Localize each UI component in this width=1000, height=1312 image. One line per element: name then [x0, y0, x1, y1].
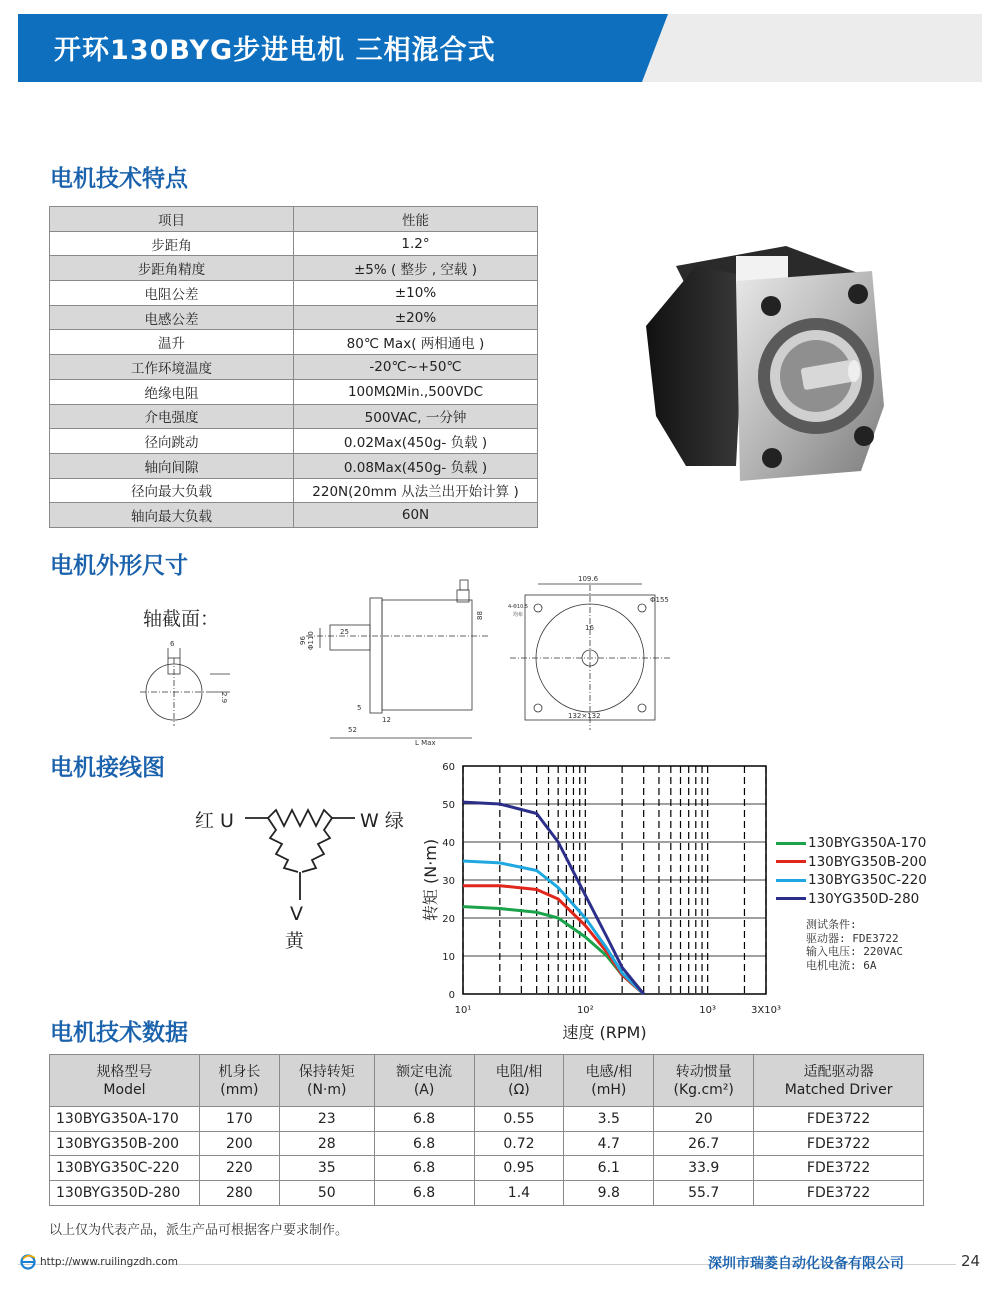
value-cell: 6.1 — [564, 1156, 654, 1181]
chart-legend — [776, 834, 976, 908]
column-header — [564, 1055, 654, 1107]
x-tick-label: 10³ — [699, 1005, 717, 1016]
y-tick-label: 20 — [442, 914, 455, 925]
column-header-line: (Ω) — [508, 1081, 530, 1098]
value-cell: 55.7 — [654, 1181, 754, 1206]
y-tick-label: 30 — [442, 876, 455, 887]
value-cell: 0.72 — [474, 1131, 564, 1156]
shaft-section-label: 轴截面： — [143, 608, 220, 630]
y-tick-label: 50 — [442, 800, 455, 811]
dim-52: 52 — [348, 726, 357, 734]
dim-155: Φ155 — [650, 596, 669, 604]
value-cell: FDE3722 — [754, 1107, 924, 1132]
spec-row — [50, 330, 538, 355]
value-cell: 200 — [199, 1131, 279, 1156]
header-gray-band — [640, 14, 982, 82]
model-cell: 130BYG350C-220 — [50, 1156, 200, 1181]
spec-value: ±5% ( 整步 , 空载 ) — [294, 256, 538, 281]
dim-109-6: 109.6 — [578, 575, 599, 583]
column-header-line: 规格型号 — [96, 1063, 153, 1080]
value-cell: 0.95 — [474, 1156, 564, 1181]
model-cell: 130BYG350D-280 — [50, 1181, 200, 1206]
y-tick-label: 10 — [442, 952, 455, 963]
spec-row — [50, 281, 538, 306]
column-header-line: (A) — [413, 1081, 435, 1098]
browser-icon — [20, 1254, 36, 1270]
value-cell: 1.4 — [474, 1181, 564, 1206]
wire-w-label: W 绿 — [360, 810, 404, 832]
series-line — [463, 907, 644, 994]
dim-132: 132×132 — [568, 712, 601, 720]
dim-88: 88 — [476, 611, 484, 620]
column-header-line: (mm) — [220, 1081, 259, 1098]
spec-value: 500VAC, 一分钟 — [294, 404, 538, 429]
value-cell: FDE3722 — [754, 1156, 924, 1181]
table-row — [50, 1156, 924, 1181]
column-header-line: (mH) — [591, 1081, 627, 1098]
value-cell: 20 — [654, 1107, 754, 1132]
spec-row — [50, 355, 538, 380]
section-title-features: 电机技术特点 — [50, 166, 188, 192]
spec-value: 80℃ Max( 两相通电 ) — [294, 330, 538, 355]
wire-v-color: 黄 — [285, 930, 305, 952]
legend-label: 130BYG350B-200 — [808, 853, 927, 870]
series-line — [463, 886, 644, 994]
column-header-line: 额定电流 — [396, 1063, 453, 1080]
spec-item: 步距角 — [50, 231, 294, 256]
model-cell: 130BYG350B-200 — [50, 1131, 200, 1156]
column-header-line: 电阻/相 — [495, 1063, 543, 1080]
column-header — [374, 1055, 474, 1107]
spec-row — [50, 429, 538, 454]
legend-swatch — [776, 842, 806, 845]
legend-entry — [776, 890, 976, 909]
x-tick-label: 10¹ — [454, 1005, 472, 1016]
test-conditions-line: 输入电压: 220VAC — [806, 945, 903, 958]
page-number: 24 — [961, 1252, 981, 1270]
value-cell: 3.5 — [564, 1107, 654, 1132]
legend-label: 130BYG350C-220 — [808, 872, 927, 889]
value-cell: 6.8 — [374, 1156, 474, 1181]
column-header — [279, 1055, 374, 1107]
dim-25: 25 — [340, 628, 349, 636]
value-cell: 170 — [199, 1107, 279, 1132]
spec-value: -20℃~+50℃ — [294, 355, 538, 380]
section-title-dimensions: 电机外形尺寸 — [50, 553, 188, 579]
dimension-drawing — [130, 570, 680, 750]
spec-item: 步距角精度 — [50, 256, 294, 281]
y-tick-label: 60 — [442, 762, 455, 773]
value-cell: 35 — [279, 1156, 374, 1181]
spec-item: 径向跳动 — [50, 429, 294, 454]
dim-holes: 4-Φ10.5 — [508, 604, 529, 610]
legend-entry — [776, 853, 976, 872]
column-header — [50, 1055, 200, 1107]
spec-value: 100MΩMin.,500VDC — [294, 379, 538, 404]
spec-row — [50, 404, 538, 429]
section-title-wiring: 电机接线图 — [50, 755, 165, 781]
spec-table — [49, 206, 538, 528]
torque-speed-chart — [410, 756, 781, 1046]
page-title: 开环130BYG步进电机 三相混合式 — [54, 35, 496, 66]
legend-entry — [776, 871, 976, 890]
column-header-line: 转动惯量 — [675, 1063, 732, 1080]
value-cell: 6.8 — [374, 1131, 474, 1156]
spec-item: 工作环境温度 — [50, 355, 294, 380]
section-title-data: 电机技术数据 — [50, 1020, 188, 1046]
table-row — [50, 1131, 924, 1156]
y-tick-label: 40 — [442, 838, 455, 849]
dim-110: Φ110 — [307, 631, 315, 650]
legend-label: 130BYG350A-170 — [808, 835, 927, 852]
table-row — [50, 1107, 924, 1132]
spec-item: 径向最大负载 — [50, 478, 294, 503]
value-cell: 9.8 — [564, 1181, 654, 1206]
spec-value: 60N — [294, 503, 538, 528]
spec-row — [50, 379, 538, 404]
test-conditions-line: 驱动器: FDE3722 — [806, 931, 899, 945]
spec-row — [50, 256, 538, 281]
y-axis-label: 转矩 (N·m) — [421, 838, 440, 922]
spec-value: ±10% — [294, 281, 538, 306]
spec-item: 绝缘电阻 — [50, 379, 294, 404]
dim-16: 16 — [585, 624, 594, 632]
header-bar — [18, 14, 982, 82]
value-cell: 26.7 — [654, 1131, 754, 1156]
legend-swatch — [776, 897, 806, 900]
value-cell: 280 — [199, 1181, 279, 1206]
company-name: 深圳市瑞菱自动化设备有限公司 — [708, 1256, 904, 1272]
column-header-line: 机身长 — [218, 1063, 261, 1080]
table-row — [50, 1181, 924, 1206]
column-header-line: (Kg.cm²) — [673, 1081, 734, 1098]
y-tick-label: 0 — [448, 990, 455, 1001]
series-line — [463, 861, 644, 994]
value-cell: 220 — [199, 1156, 279, 1181]
test-conditions — [806, 918, 903, 972]
value-cell: 6.8 — [374, 1181, 474, 1206]
spec-value: ±20% — [294, 305, 538, 330]
spec-value: 220N(20mm 从法兰出开始计算 ) — [294, 478, 538, 503]
column-header-line: 适配驱动器 — [803, 1063, 874, 1080]
column-header-line: 电感/相 — [585, 1063, 633, 1080]
spec-item: 电感公差 — [50, 305, 294, 330]
legend-swatch — [776, 879, 806, 882]
value-cell: 0.55 — [474, 1107, 564, 1132]
dim-5: 5 — [357, 704, 362, 712]
column-header — [754, 1055, 924, 1107]
wire-u-label: 红 U — [195, 810, 234, 832]
column-header — [474, 1055, 564, 1107]
value-cell: 33.9 — [654, 1156, 754, 1181]
footnote: 以上仅为代表产品，派生产品可根据客户要求制作。 — [49, 1223, 349, 1238]
value-cell: 50 — [279, 1181, 374, 1206]
motor-data-table — [49, 1054, 924, 1206]
x-tick-label: 10² — [576, 1005, 594, 1016]
value-cell: FDE3722 — [754, 1131, 924, 1156]
value-cell: FDE3722 — [754, 1181, 924, 1206]
dim-holes-even: 均布 — [513, 612, 524, 618]
spec-item: 介电强度 — [50, 404, 294, 429]
spec-item: 轴向间隙 — [50, 453, 294, 478]
spec-header-cell: 项目 — [50, 207, 294, 232]
spec-row — [50, 231, 538, 256]
value-cell: 28 — [279, 1131, 374, 1156]
spec-row — [50, 305, 538, 330]
spec-value: 0.08Max(450g- 负载 ) — [294, 453, 538, 478]
dim-12: 12 — [382, 716, 391, 724]
dim-96: 96 — [299, 636, 307, 645]
value-cell: 4.7 — [564, 1131, 654, 1156]
test-conditions-line: 电机电流: 6A — [806, 958, 877, 972]
x-axis-label: 速度 (RPM) — [562, 1023, 647, 1042]
dim-lmax: L Max — [415, 739, 436, 747]
spec-row — [50, 478, 538, 503]
column-header-line: Matched Driver — [784, 1081, 893, 1098]
dim-2-9: 2.9 — [220, 692, 228, 704]
wire-v-label: V — [290, 903, 303, 925]
model-cell: 130BYG350A-170 — [50, 1107, 200, 1132]
spec-value: 0.02Max(450g- 负载 ) — [294, 429, 538, 454]
legend-entry — [776, 834, 976, 853]
spec-item: 电阻公差 — [50, 281, 294, 306]
spec-value: 1.2° — [294, 231, 538, 256]
value-cell: 23 — [279, 1107, 374, 1132]
x-tick-label: 3X10³ — [751, 1005, 781, 1016]
spec-row — [50, 503, 538, 528]
spec-header-row — [50, 207, 538, 232]
test-conditions-line: 测试条件: — [806, 918, 857, 931]
column-header — [199, 1055, 279, 1107]
column-header — [654, 1055, 754, 1107]
column-header-line: 保持转矩 — [298, 1063, 355, 1080]
spec-header-cell: 性能 — [294, 207, 538, 232]
legend-label: 130YG350D-280 — [808, 890, 920, 907]
value-cell: 6.8 — [374, 1107, 474, 1132]
column-header-line: Model — [103, 1081, 146, 1098]
motor-photo — [636, 236, 892, 500]
wiring-diagram — [240, 800, 360, 910]
dim-6: 6 — [170, 640, 175, 648]
spec-item: 温升 — [50, 330, 294, 355]
website-link[interactable]: http://www.ruilingzdh.com — [40, 1256, 178, 1268]
spec-row — [50, 453, 538, 478]
column-header-line: (N·m) — [306, 1081, 347, 1098]
spec-item: 轴向最大负载 — [50, 503, 294, 528]
legend-swatch — [776, 860, 806, 863]
